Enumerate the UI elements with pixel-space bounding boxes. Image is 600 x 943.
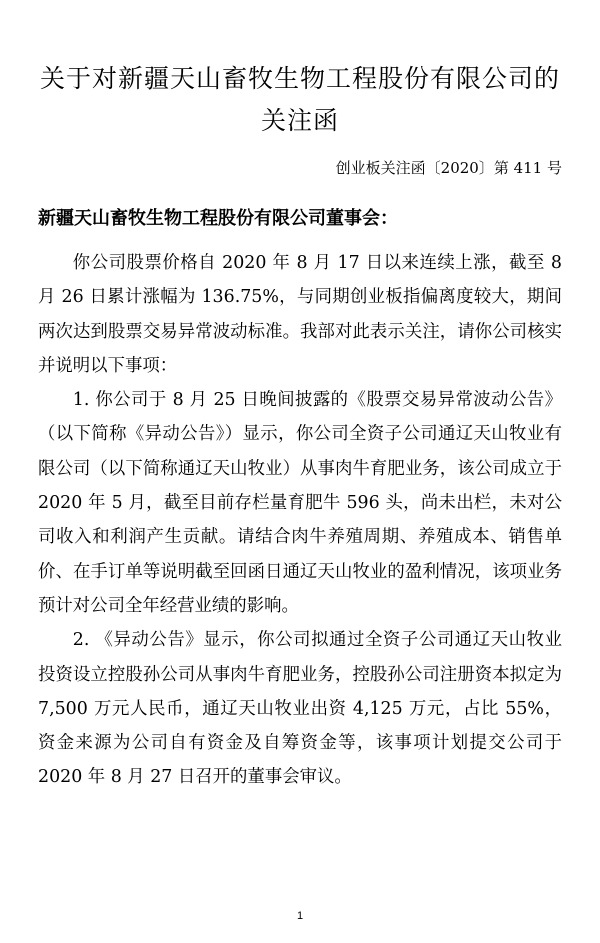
document-title-line-2: 关注函: [260, 106, 339, 135]
addressee: 新疆天山畜牧生物工程股份有限公司董事会：: [38, 208, 398, 229]
document-number: 创业板关注函〔2020〕第 411 号: [335, 159, 562, 177]
paragraph-intro: 你公司股票价格自 2020 年 8 月 17 日以来连续上涨，截至 8 月 26 日累计涨幅为 136.75%，与同期创业板指偏离度较大，期间两次达到股票交易异常波动标准。我部对此表示关注，请你公司核实并说明以下事项：: [38, 253, 562, 376]
paragraph-item-1: 1. 你公司于 8 月 25 日晚间披露的《股票交易异常波动公告》（以下简称《异动公告》）显示，你公司全资子公司通辽天山牧业有限公司（以下简称通辽天山牧业）从事肉牛育肥业务，该公司成立于 2020 年 5 月，截至目前存栏量育肥牛 596 头，尚未出栏，未对公司收入和利润产生贡献。请结合肉牛养殖周期、养殖成本、销售单价、在手订单等说明截至回函日通辽天山牧业的盈利情况，该项业务预计对公司全年经营业绩的影响。: [38, 390, 562, 616]
page-number: 1: [296, 910, 304, 922]
document-title-line-1: 关于对新疆天山畜牧生物工程股份有限公司的: [39, 64, 560, 93]
letter-body: [38, 246, 562, 795]
paragraph-item-2: 2. 《异动公告》显示，你公司拟通过全资子公司通辽天山牧业投资设立控股孙公司从事肉牛育肥业务，控股孙公司注册资本拟定为 7,500 万元人民币，通辽天山牧业出资 4,125 万元，占比 55%，资金来源为公司自有资金及自筹资金等，该事项计划提交公司于 2020 年 8 月 27 日召开的董事会审议。: [38, 630, 562, 788]
